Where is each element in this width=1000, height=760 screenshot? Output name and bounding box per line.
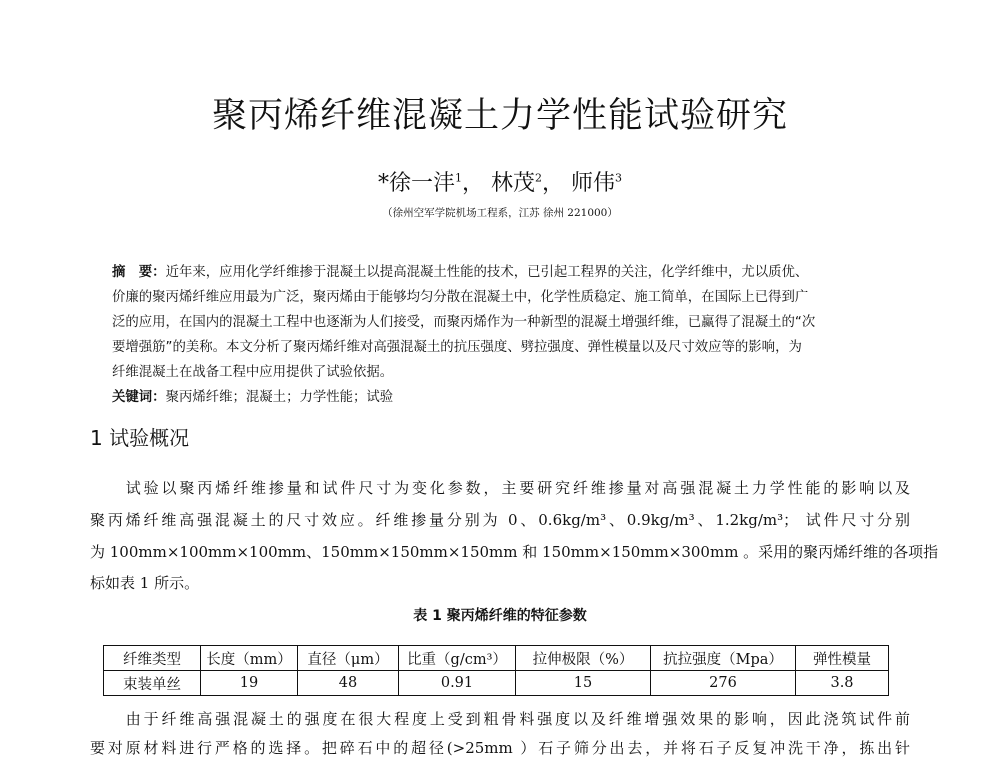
table-cell: 3.8 [796,671,889,696]
abstract-label: 摘 要： [112,265,166,280]
table-header: 比重（g/cm³） [399,646,516,671]
author-sup: 2 [535,171,542,185]
table-cell: 15 [516,671,651,696]
authors: *徐一沣$^1$， 林茂$^2$， 师伟$^3$ [377,171,623,196]
table-header-row [104,646,889,671]
keywords [112,386,393,405]
keywords-label: 关键词： [112,390,166,405]
abstract-line [112,261,808,280]
table-header: 长度（mm） [201,646,298,671]
body-line: 由于纤维高强混凝土的强度在很大程度上受到粗骨料强度以及纤维增强效果的影响，因此浇筑试件前 [90,710,910,728]
table-row [104,671,889,696]
author-sup: 3 [615,171,623,185]
table-cell: 束装单丝 [104,671,201,696]
body-line: 要对原材料进行严格的选择。把碎石中的超径(>25mm ）石子筛分出去，并将石子反复冲洗干净，拣出针 [90,739,910,757]
body-line: 为 100mm×100mm×100mm、150mm×150mm×150mm 和 150mm×150mm×300mm 。采用的聚丙烯纤维的各项指 [90,543,939,561]
table-caption: 表 1 聚丙烯纤维的特征参数 [413,608,587,624]
author: 林茂 [490,171,535,196]
author: *徐一沣 [377,171,455,196]
paper-title: 聚丙烯纤维混凝土力学性能试验研究 [211,96,788,136]
fiber-parameters-table [103,645,889,696]
table-cell: 0.91 [399,671,516,696]
body-line: 标如表 1 所示。 [90,574,200,592]
table-cell: 276 [651,671,796,696]
table-header: 抗拉强度（Mpa） [651,646,796,671]
body-line: 试验以聚丙烯纤维掺量和试件尺寸为变化参数，主要研究纤维掺量对高强混凝土力学性能的影响以及 [90,479,910,497]
abstract-line: 泛的应用，在国内的混凝土工程中也逐渐为人们接受，而聚丙烯作为一种新型的混凝土增强纤维，已赢得了混凝土的“次 [112,315,816,330]
affiliation: （徐州空军学院机场工程系，江苏 徐州 221000） [382,207,618,219]
table-header: 纤维类型 [104,646,201,671]
table-header: 拉伸极限（%） [516,646,651,671]
keywords-text: 聚丙烯纤维；混凝土；力学性能；试验 [165,390,394,405]
table-header: 直径（μm） [298,646,399,671]
abstract-line: 价廉的聚丙烯纤维应用最为广泛，聚丙烯由于能够均匀分散在混凝土中，化学性质稳定、施工简单，在国际上已得到广 [112,290,809,305]
section-heading: 1 试验概况 [90,426,190,450]
abstract-text: 近年来，应用化学纤维掺于混凝土以提高混凝土性能的技术，已引起工程界的关注，化学纤维中，尤以质优、 [165,265,809,280]
table-header: 弹性模量 [796,646,889,671]
author: 师伟 [571,171,616,196]
abstract-line: 纤维混凝土在战备工程中应用提供了试验依据。 [112,365,394,380]
abstract-line: 要增强筋”的美称。本文分析了聚丙烯纤维对高强混凝土的抗压强度、劈拉强度、弹性模量以及尺寸效应等的影响，为 [112,340,802,355]
table-cell: 48 [298,671,399,696]
table-cell: 19 [201,671,298,696]
author-sup: 1 [454,171,462,185]
body-line: 聚丙烯纤维高强混凝土的尺寸效应。纤维掺量分别为 0、0.6kg/m³、0.9kg/m³、1.2kg/m³； 试件尺寸分别 [90,511,910,529]
